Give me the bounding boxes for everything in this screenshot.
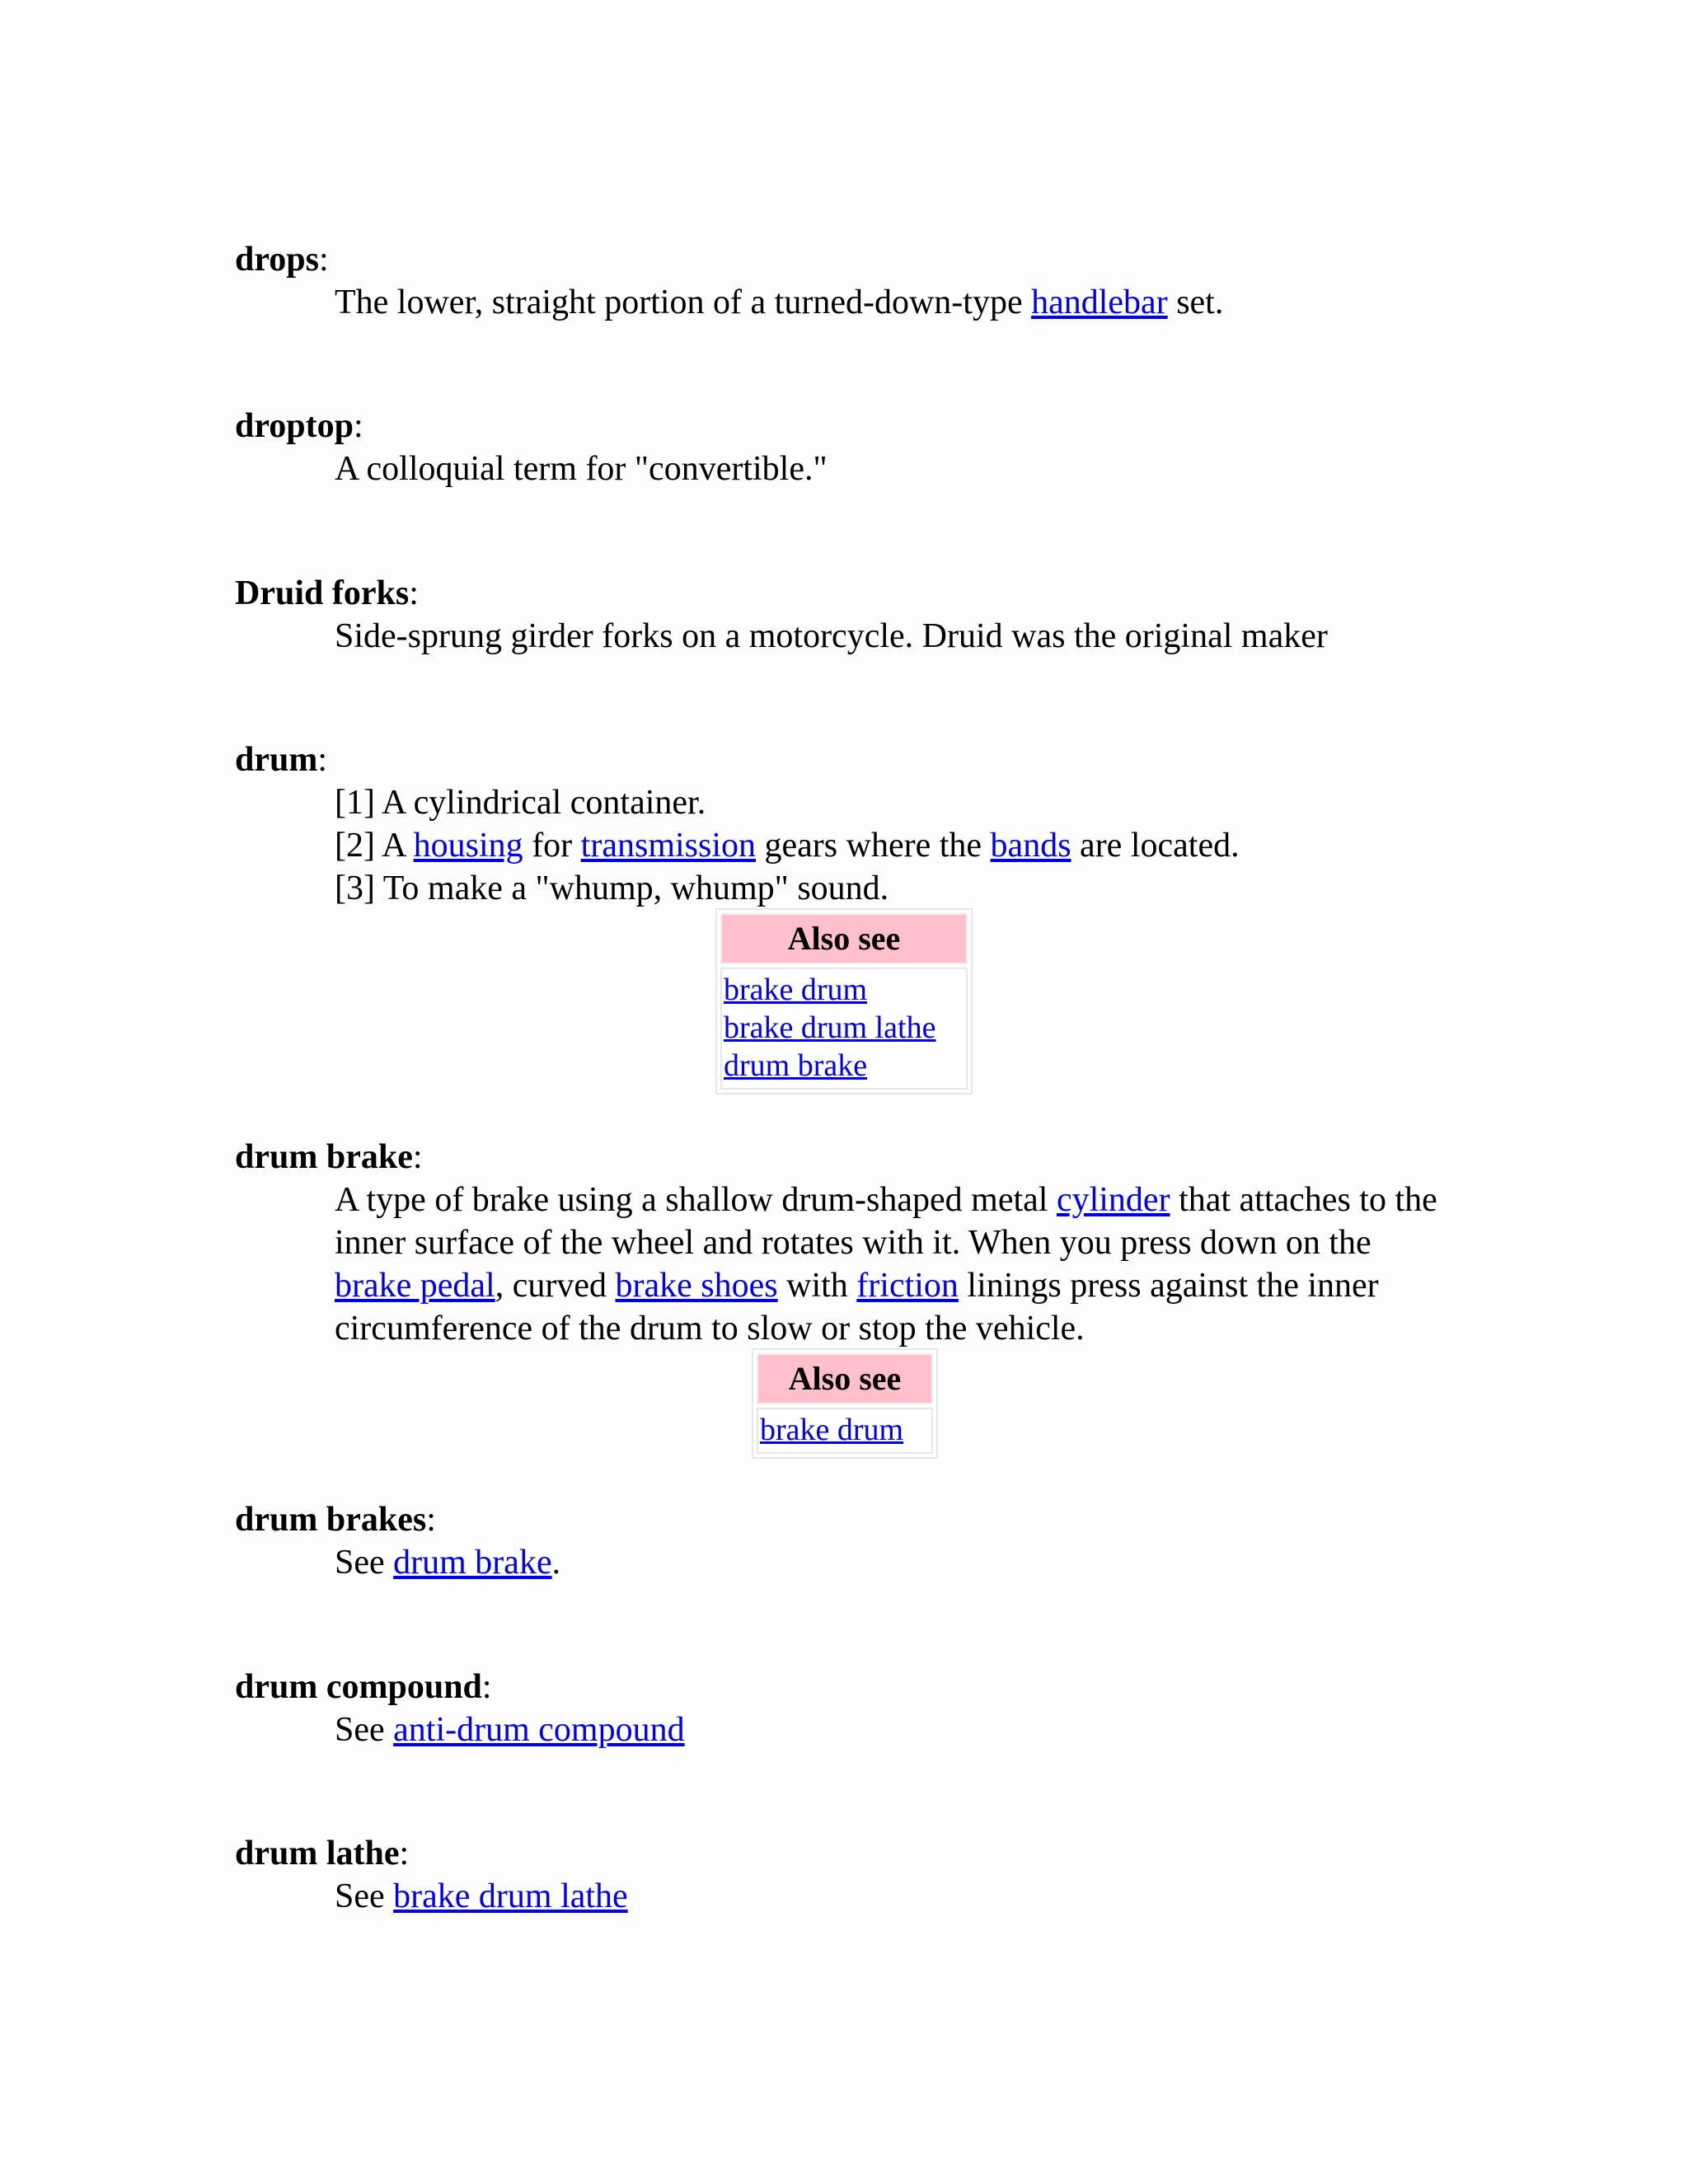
link-brake-drum-lathe[interactable]: brake drum lathe: [393, 1877, 628, 1915]
link-friction[interactable]: friction: [856, 1267, 959, 1305]
entry-drum: drum: [1] A cylindrical container. [2] A housing for transmission gears where the bands are located. [3] To make a "whump, whump" sound.: [235, 738, 1471, 910]
link-brake-shoes[interactable]: brake shoes: [615, 1267, 778, 1305]
term-title: drum lathe: [235, 1835, 400, 1872]
definition: The lower, straight portion of a turned-down-type handlebar set.: [335, 284, 1224, 321]
also-see-box-drum-brake: [752, 1348, 938, 1459]
entry-drum-compound: drum compound: See anti-drum compound: [235, 1666, 1471, 1751]
term-title: drum brake: [235, 1138, 413, 1176]
also-see-link-brake-drum-lathe[interactable]: brake drum lathe: [724, 1010, 936, 1045]
term-title: drum: [235, 741, 318, 779]
link-housing[interactable]: housing: [413, 827, 523, 865]
also-see-header: Also see: [757, 1353, 933, 1404]
link-drum-brake[interactable]: drum brake: [393, 1544, 552, 1582]
term-title: droptop: [235, 407, 354, 445]
definition-line-2: [2] A housing for transmission gears where the bands are located.: [335, 827, 1240, 865]
term-title: drum brakes: [235, 1501, 427, 1539]
link-bands[interactable]: bands: [990, 827, 1071, 865]
definition: A colloquial term for "convertible.": [335, 450, 828, 488]
definition-line-1: [1] A cylindrical container.: [335, 784, 706, 822]
link-brake-pedal[interactable]: brake pedal: [335, 1267, 495, 1305]
link-anti-drum-compound[interactable]: anti-drum compound: [393, 1711, 685, 1749]
term-title: drum compound: [235, 1668, 482, 1706]
link-handlebar[interactable]: handlebar: [1031, 284, 1168, 321]
also-see-link-drum-brake[interactable]: drum brake: [724, 1048, 868, 1083]
also-see-list: [720, 968, 968, 1090]
term-title: Druid forks: [235, 574, 410, 612]
entry-druid-forks: Druid forks: Side-sprung girder forks on a motorcycle. Druid was the original maker: [235, 572, 1471, 658]
link-cylinder[interactable]: cylinder: [1056, 1181, 1170, 1219]
term-title: drops: [235, 241, 319, 279]
also-see-link-brake-drum[interactable]: brake drum: [724, 972, 868, 1007]
also-see-list: [757, 1408, 933, 1454]
also-see-header: Also see: [720, 913, 968, 964]
entry-drum-brakes: drum brakes: See drum brake.: [235, 1498, 1471, 1584]
definition: Side-sprung girder forks on a motorcycle. Druid was the original maker: [335, 617, 1328, 655]
also-see-link-brake-drum[interactable]: brake drum: [760, 1413, 904, 1447]
definition-line-3: [3] To make a "whump, whump" sound.: [335, 869, 889, 907]
link-transmission[interactable]: transmission: [580, 827, 757, 865]
entry-droptop: droptop: A colloquial term for "convertible.": [235, 405, 1471, 490]
entry-drum-brake: drum brake: A type of brake using a shallow drum-shaped metal cylinder that attaches to the inner surface of the wheel and rotates with it. When you press down on the brake pedal, curved brake shoes with friction linings press against the inner circumference of the drum to slow or stop the vehicle.: [235, 1136, 1471, 1350]
definition: See drum brake.: [335, 1544, 561, 1582]
entry-drum-lathe: drum lathe: See brake drum lathe: [235, 1832, 1471, 1918]
definition: See brake drum lathe: [335, 1877, 628, 1915]
definition: See anti-drum compound: [335, 1711, 685, 1749]
also-see-box-drum: [715, 908, 973, 1094]
definition: A type of brake using a shallow drum-shaped metal cylinder that attaches to the inner surface of the wheel and rotates with it. When you press down on the brake pedal, curved brake shoes with friction linings press against the inner circumference of the drum to slow or stop the vehicle.: [335, 1181, 1437, 1347]
entry-drops: drops: The lower, straight portion of a turned-down-type handlebar set.: [235, 238, 1471, 324]
